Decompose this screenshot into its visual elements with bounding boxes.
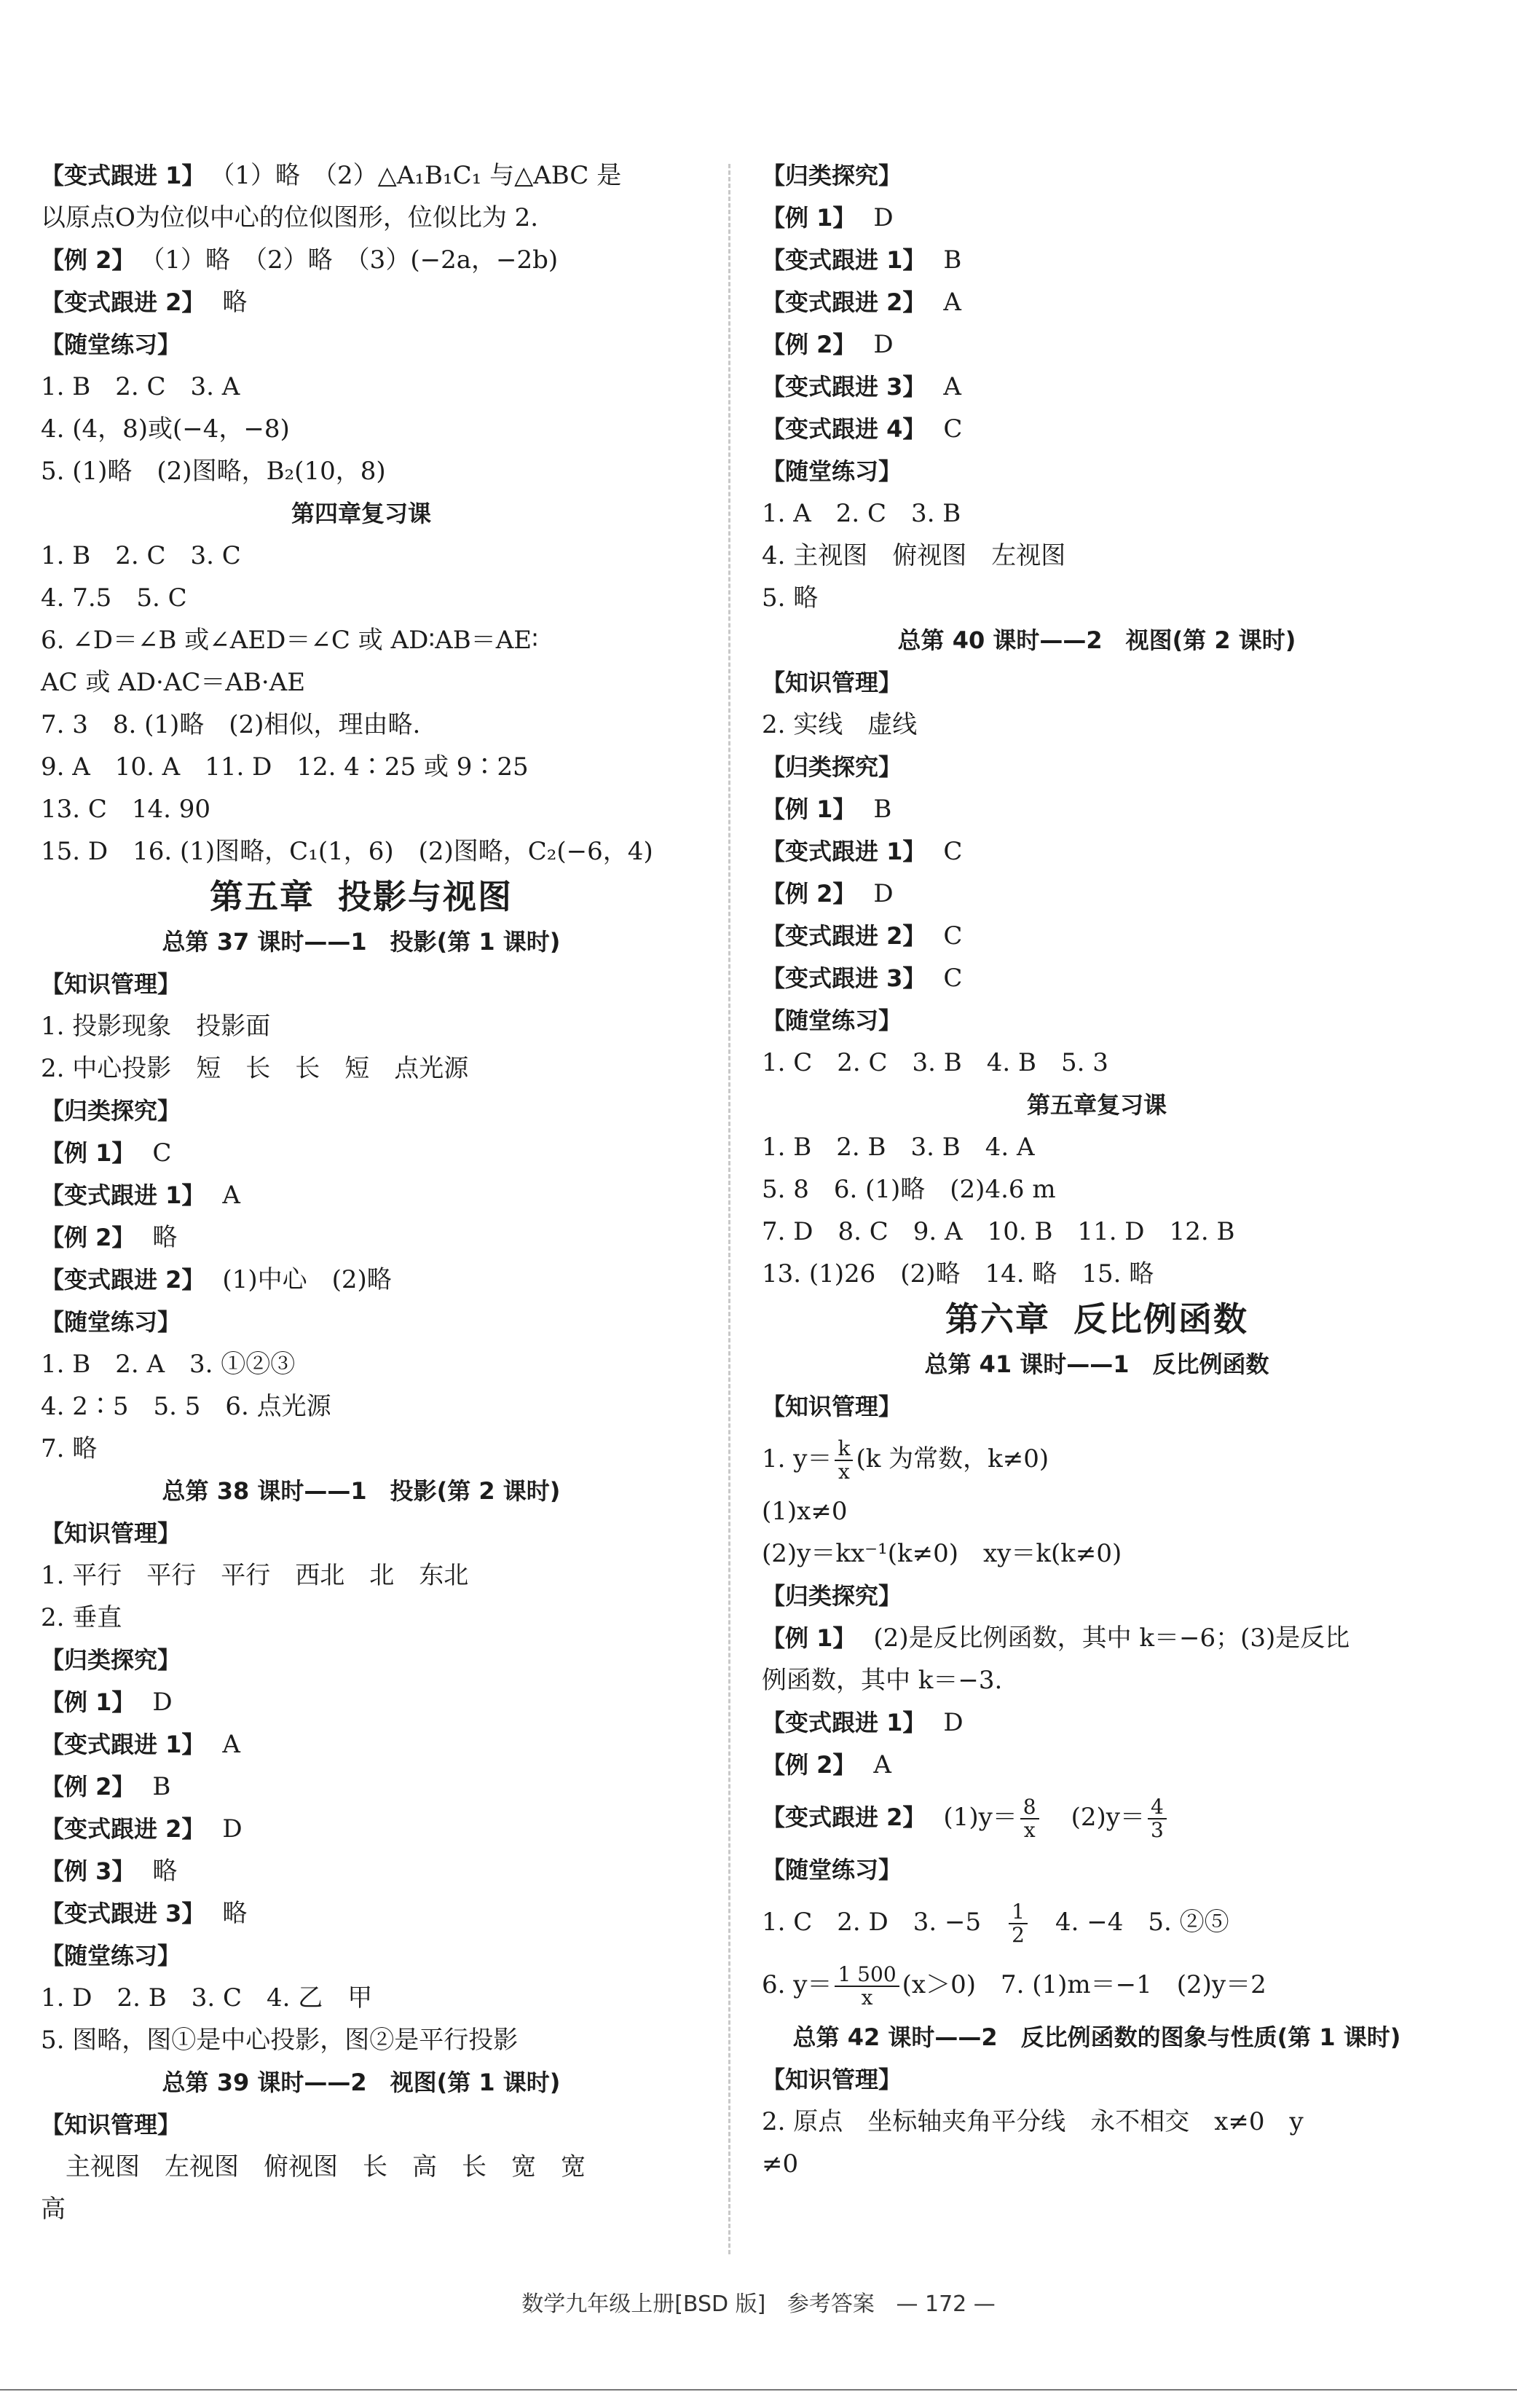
answer-line (762, 1428, 1432, 1490)
answer-line (762, 1849, 1432, 1891)
lesson-heading: 总第 42 课时——2 反比例函数的图象与性质(第 1 课时) (792, 2023, 1401, 2051)
answer-text: 略 (197, 1899, 248, 1928)
section-tag: 【归类探究】 (762, 162, 902, 189)
answer-line (762, 1786, 1432, 1849)
answer-text: (x＞0) 7. (1)m＝−1 (2)y＝2 (902, 1970, 1266, 1999)
answer-text: D (127, 1688, 173, 1717)
bottom-rule (0, 2389, 1517, 2391)
answer-line (41, 1639, 682, 1681)
chapter-heading (762, 1295, 1432, 1343)
section-tag: 【例 2】 (762, 880, 845, 908)
answer-line (41, 1850, 682, 1892)
section-tag: 【变式跟进 2】 (41, 1815, 194, 1843)
fraction (1020, 1796, 1039, 1841)
section-tag: 【例 3】 (41, 1857, 124, 1885)
answer-text: 1. C 2. D 3. −5 (762, 1908, 1006, 1937)
answer-text: (k 为常数，k≠0) (856, 1444, 1049, 1473)
answer-line: 1. B 2. C 3. A (41, 372, 240, 401)
answer-line (41, 323, 682, 366)
lesson-heading: 总第 38 课时——1 投影(第 2 课时) (162, 1477, 561, 1505)
answer-line (762, 957, 1432, 999)
section-tag: 【变式跟进 1】 (762, 1709, 915, 1736)
answer-line: 4. 7.5 5. C (41, 583, 187, 613)
section-tag: 【例 2】 (41, 246, 124, 274)
fraction-numerator: 8 (1020, 1796, 1039, 1819)
section-tag: 【变式跟进 4】 (762, 415, 915, 443)
answer-line (762, 746, 1432, 788)
answer-line (762, 450, 1432, 492)
answer-line: (1)x≠0 (762, 1497, 848, 1526)
section-tag: 【例 2】 (762, 1751, 845, 1779)
fraction-numerator: 1 (1009, 1901, 1028, 1924)
answer-text: (1)中心 (2)略 (197, 1265, 392, 1294)
section-tag: 【变式跟进 2】 (41, 288, 194, 316)
answer-text: （1）略 （2）略 （3）(−2a，−2b) (127, 245, 559, 275)
answer-line (41, 1892, 682, 1935)
fraction-numerator: k (835, 1438, 853, 1461)
answer-line (41, 239, 682, 281)
chapter-title: 投影与视图 (338, 877, 513, 916)
answer-text: B (127, 1772, 171, 1801)
fraction (835, 1964, 899, 2009)
answer-line (762, 239, 1432, 281)
section-tag: 【随堂练习】 (762, 1856, 902, 1884)
section-tag: 【变式跟进 1】 (41, 1181, 194, 1209)
answer-line: 2. 实线 虚线 (762, 710, 918, 739)
answer-line (41, 1259, 682, 1301)
fraction-denominator: 3 (1151, 1818, 1164, 1842)
section-tag: 【归类探究】 (762, 1582, 902, 1610)
answer-line: 4. (4，8)或(−4，−8) (41, 414, 290, 444)
answer-text: C (918, 921, 963, 951)
answer-text: (2)y＝ (1046, 1803, 1145, 1832)
answer-line: 7. D 8. C 9. A 10. B 11. D 12. B (762, 1217, 1235, 1246)
answer-line (762, 1617, 1432, 1659)
section-tag: 【变式跟进 3】 (762, 373, 915, 401)
section-tag: 【归类探究】 (41, 1097, 181, 1125)
answer-text: C (127, 1138, 172, 1168)
answer-line (762, 1891, 1432, 1953)
answer-text: B (848, 795, 892, 824)
answer-text: 1. y＝ (762, 1444, 832, 1473)
answer-text: D (197, 1814, 243, 1844)
answer-line: 以原点O为位似中心的位似图形，位似比为 2. (41, 203, 539, 232)
answer-line: 主视图 左视图 俯视图 长 高 长 宽 宽 (41, 2152, 586, 2181)
column-divider (728, 164, 730, 2254)
answer-text: 4. −4 5. ②⑤ (1030, 1908, 1229, 1937)
section-tag: 【变式跟进 2】 (41, 1266, 194, 1294)
answer-line: 1. B 2. A 3. ①②③ (41, 1350, 296, 1379)
chapter-title: 反比例函数 (1073, 1299, 1248, 1339)
answer-line: 2. 垂直 (41, 1603, 122, 1632)
answer-line: 13. C 14. 90 (41, 795, 211, 824)
page-footer (0, 2286, 1517, 2318)
answer-line (762, 1385, 1432, 1428)
answer-text: （1）略 （2）△A₁B₁C₁ 与△ABC 是 (197, 161, 622, 190)
section-tag: 【变式跟进 3】 (41, 1900, 194, 1927)
answer-text: B (918, 245, 962, 275)
answer-line (762, 1575, 1432, 1617)
answer-text: (1)y＝ (918, 1803, 1017, 1832)
answer-line (41, 1935, 682, 1977)
right-column (762, 154, 1432, 2185)
answer-text: D (848, 879, 894, 908)
answer-line: 1. C 2. C 3. B 4. B 5. 3 (762, 1048, 1108, 1077)
answer-text: D (848, 203, 894, 232)
section-tag: 【知识管理】 (41, 2111, 181, 2139)
answer-line: 1. B 2. C 3. C (41, 541, 241, 570)
answer-line: AC 或 AD·AC＝AB·AE (41, 668, 306, 697)
answer-line (41, 1132, 682, 1174)
answer-text: A (197, 1730, 240, 1759)
answer-text: A (918, 288, 961, 317)
answer-line (762, 323, 1432, 366)
answer-line: 5. 8 6. (1)略 (2)4.6 m (762, 1175, 1056, 1204)
answer-line: 2. 原点 坐标轴夹角平分线 永不相交 x≠0 y (762, 2107, 1304, 2136)
section-tag: 【知识管理】 (762, 669, 902, 696)
fraction-denominator: 2 (1012, 1923, 1025, 1947)
answer-text: 6. y＝ (762, 1970, 832, 1999)
footer-page-number: — 172 — (896, 2291, 996, 2317)
lesson-heading: 总第 40 课时——2 视图(第 2 课时) (897, 626, 1296, 654)
answer-line (41, 1766, 682, 1808)
section-tag: 【随堂练习】 (41, 1308, 181, 1336)
answer-line (41, 1723, 682, 1766)
answer-text: C (918, 414, 963, 444)
lesson-heading: 第五章复习课 (1026, 1091, 1167, 1119)
answer-line: 13. (1)26 (2)略 14. 略 15. 略 (762, 1259, 1154, 1288)
answer-line (762, 830, 1432, 873)
section-tag: 【变式跟进 1】 (41, 162, 194, 189)
chapter-heading (41, 873, 682, 921)
answer-line: ≠0 (762, 2149, 799, 2179)
footer-book-title: 数学九年级上册[BSD 版] (521, 2291, 766, 2317)
section-tag: 【例 1】 (762, 1624, 845, 1652)
section-tag: 【变式跟进 1】 (762, 838, 915, 865)
answer-line: 5. (1)略 (2)图略，B₂(10，8) (41, 457, 386, 486)
fraction (1148, 1796, 1167, 1841)
section-tag: 【知识管理】 (41, 1519, 181, 1547)
answer-line (762, 197, 1432, 239)
section-tag: 【随堂练习】 (762, 1007, 902, 1034)
section-tag: 【变式跟进 2】 (762, 922, 915, 950)
answer-line: 1. B 2. B 3. B 4. A (762, 1133, 1035, 1162)
fraction-numerator: 4 (1148, 1796, 1167, 1819)
section-tag: 【随堂练习】 (41, 1942, 181, 1970)
fraction-denominator: x (861, 1986, 873, 2010)
answer-line (762, 999, 1432, 1042)
left-column (41, 154, 682, 2230)
fraction (835, 1438, 853, 1483)
lesson-heading: 总第 39 课时——2 视图(第 1 课时) (162, 2069, 561, 2096)
answer-line: 例函数，其中 k＝−3. (762, 1666, 1003, 1695)
answer-line: 1. 投影现象 投影面 (41, 1012, 271, 1041)
fraction (1009, 1901, 1028, 1946)
section-tag: 【知识管理】 (762, 1393, 902, 1420)
answer-text: D (848, 330, 894, 359)
answer-line (762, 915, 1432, 957)
answer-line (41, 1301, 682, 1343)
section-tag: 【随堂练习】 (762, 457, 902, 485)
answer-line (762, 1953, 1432, 2016)
answer-line: 5. 图略，图①是中心投影，图②是平行投影 (41, 2026, 519, 2055)
section-tag: 【知识管理】 (41, 970, 181, 998)
answer-line (762, 281, 1432, 323)
answer-line (762, 154, 1432, 197)
section-tag: 【变式跟进 3】 (762, 964, 915, 992)
section-tag: 【例 1】 (41, 1139, 124, 1167)
answer-text: A (848, 1750, 891, 1779)
lesson-heading: 总第 37 课时——1 投影(第 1 课时) (162, 928, 561, 956)
fraction-denominator: x (838, 1460, 850, 1484)
section-tag: 【例 1】 (762, 795, 845, 823)
section-tag: 【变式跟进 1】 (762, 246, 915, 274)
answer-text: C (918, 964, 963, 993)
section-tag: 【变式跟进 2】 (762, 288, 915, 316)
answer-line (762, 408, 1432, 450)
answer-text: 略 (127, 1223, 178, 1252)
answer-line: 1. A 2. C 3. B (762, 499, 961, 528)
chapter-number: 第五章 (210, 877, 315, 916)
answer-line: (2)y＝kx⁻¹(k≠0) xy＝k(k≠0) (762, 1539, 1122, 1568)
answer-line (41, 1090, 682, 1132)
answer-line (762, 1701, 1432, 1744)
answer-line (762, 661, 1432, 704)
answer-line (41, 281, 682, 323)
answer-line (762, 788, 1432, 830)
section-tag: 【变式跟进 1】 (41, 1731, 194, 1758)
lesson-heading: 第四章复习课 (291, 500, 431, 527)
section-tag: 【归类探究】 (762, 753, 902, 781)
answer-text: C (918, 837, 963, 866)
section-tag: 【例 1】 (41, 1688, 124, 1716)
section-tag: 【例 2】 (41, 1773, 124, 1801)
section-tag: 【例 2】 (762, 331, 845, 358)
section-tag: 【归类探究】 (41, 1646, 181, 1674)
chapter-number: 第六章 (945, 1299, 1050, 1339)
answer-line (41, 963, 682, 1005)
answer-line: 4. 主视图 俯视图 左视图 (762, 541, 1066, 570)
answer-line (762, 2058, 1432, 2101)
answer-line: 7. 3 8. (1)略 (2)相似，理由略. (41, 710, 421, 739)
answer-line: 1. 平行 平行 平行 西北 北 东北 (41, 1561, 469, 1590)
answer-line (41, 1681, 682, 1723)
answer-line: 高 (41, 2195, 66, 2224)
answer-line (41, 2104, 682, 2146)
answer-line: 5. 略 (762, 583, 819, 613)
answer-line: 4. 2∶5 5. 5 6. 点光源 (41, 1392, 331, 1421)
answer-text: A (197, 1181, 240, 1210)
answer-line (762, 366, 1432, 408)
answer-text: 略 (127, 1857, 178, 1886)
answer-text: A (918, 372, 961, 401)
answer-line: 6. ∠D＝∠B 或∠AED＝∠C 或 AD∶AB＝AE∶ (41, 626, 538, 655)
section-tag: 【变式跟进 2】 (762, 1803, 915, 1831)
lesson-heading: 总第 41 课时——1 反比例函数 (924, 1350, 1269, 1378)
section-tag: 【例 1】 (762, 204, 845, 232)
answer-text: (2)是反比例函数，其中 k＝−6；(3)是反比 (848, 1624, 1350, 1653)
answer-line: 15. D 16. (1)图略，C₁(1，6) (2)图略，C₂(−6，4) (41, 837, 653, 866)
fraction-numerator: 1 500 (835, 1964, 899, 1987)
answer-line (762, 873, 1432, 915)
answer-line (41, 1216, 682, 1259)
section-tag: 【例 2】 (41, 1224, 124, 1251)
answer-text: 略 (197, 288, 248, 317)
section-tag: 【知识管理】 (762, 2066, 902, 2093)
answer-line (41, 1512, 682, 1554)
answer-line (41, 1808, 682, 1850)
footer-section: 参考答案 (787, 2291, 875, 2317)
fraction-denominator: x (1023, 1818, 1036, 1842)
answer-line (41, 1174, 682, 1216)
answer-text: D (918, 1708, 964, 1737)
answer-line: 9. A 10. A 11. D 12. 4∶25 或 9∶25 (41, 752, 529, 782)
answer-line: 2. 中心投影 短 长 长 短 点光源 (41, 1054, 469, 1083)
section-tag: 【随堂练习】 (41, 331, 181, 358)
answer-line: 7. 略 (41, 1434, 98, 1463)
answer-line: 1. D 2. B 3. C 4. 乙 甲 (41, 1983, 373, 2012)
answer-line (41, 154, 682, 197)
answer-line (762, 1744, 1432, 1786)
